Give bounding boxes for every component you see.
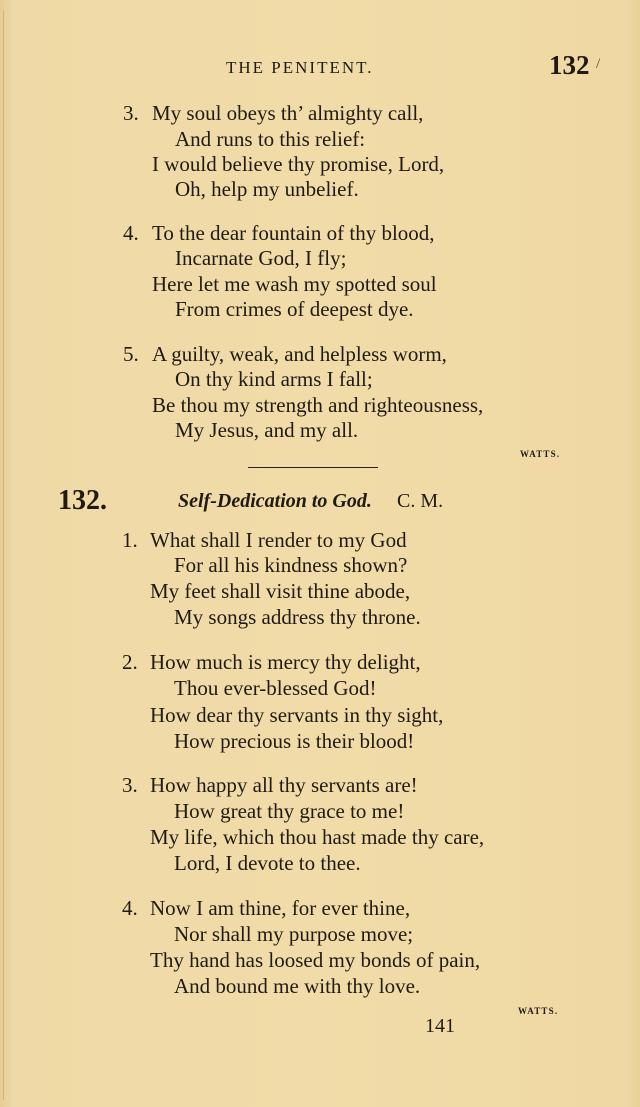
verse-line: From crimes of deepest dye. [175, 297, 414, 321]
verse-line: On thy kind arms I fall; [175, 367, 373, 391]
verse-line: My soul obeys th’ almighty call, [152, 101, 424, 125]
verse-line: My life, which thou hast made thy care, [150, 825, 485, 849]
verse-line: Incarnate God, I fly; [175, 246, 347, 270]
verse-line: And bound me with thy love. [174, 974, 421, 998]
verse-line: Lord, I devote to thee. [174, 851, 361, 875]
verse-line: Nor shall my purpose move; [174, 922, 414, 946]
verse-line: My feet shall visit thine abode, [150, 579, 411, 603]
verse-line: Oh, help my unbelief. [175, 177, 359, 201]
hymn-meter: C. M. [397, 490, 444, 512]
stanza-number: 3. [122, 773, 138, 797]
stanza-number: 4. [122, 896, 138, 920]
header-mark: / [596, 56, 601, 72]
verse-line: My songs address thy throne. [174, 605, 421, 629]
section-divider-rule [248, 467, 378, 468]
page-edge-line [3, 10, 4, 1100]
verse-line: Thou ever-blessed God! [174, 676, 377, 700]
stanza-number: 5. [123, 342, 139, 366]
verse-line: To the dear fountain of thy blood, [152, 221, 435, 245]
verse-line: My Jesus, and my all. [175, 418, 359, 442]
page-number: 141 [425, 1015, 455, 1037]
hymn-number: 132. [58, 485, 107, 516]
stanza-number: 2. [122, 650, 138, 674]
verse-line: What shall I render to my God [150, 528, 407, 552]
verse-line: Be thou my strength and righteousness, [152, 393, 484, 417]
verse-line: I would believe thy promise, Lord, [152, 152, 445, 176]
verse-line: And runs to this relief: [175, 127, 366, 151]
hymn-title: Self-Dedication to God. [178, 490, 372, 512]
verse-line: Here let me wash my spotted soul [152, 272, 437, 296]
verse-line: For all his kindness shown? [174, 553, 408, 577]
stanza-number: 1. [122, 528, 138, 552]
verse-line: How happy all thy servants are! [150, 773, 418, 797]
verse-line: Thy hand has loosed my bonds of pain, [150, 948, 481, 972]
verse-line: Now I am thine, for ever thine, [150, 896, 411, 920]
verse-line: How dear thy servants in thy sight, [150, 703, 444, 727]
running-header-hymn-number: 132 [549, 50, 590, 80]
running-header-title: THE PENITENT. [226, 58, 374, 77]
stanza-number: 4. [123, 221, 139, 245]
hymn-attribution: WATTS. [518, 1006, 559, 1016]
prev-hymn-attribution: WATTS. [520, 449, 561, 459]
verse-line: A guilty, weak, and helpless worm, [152, 342, 447, 366]
verse-line: How precious is their blood! [174, 729, 415, 753]
verse-line: How much is mercy thy delight, [150, 650, 421, 674]
stanza-number: 3. [123, 101, 139, 125]
verse-line: How great thy grace to me! [174, 799, 405, 823]
